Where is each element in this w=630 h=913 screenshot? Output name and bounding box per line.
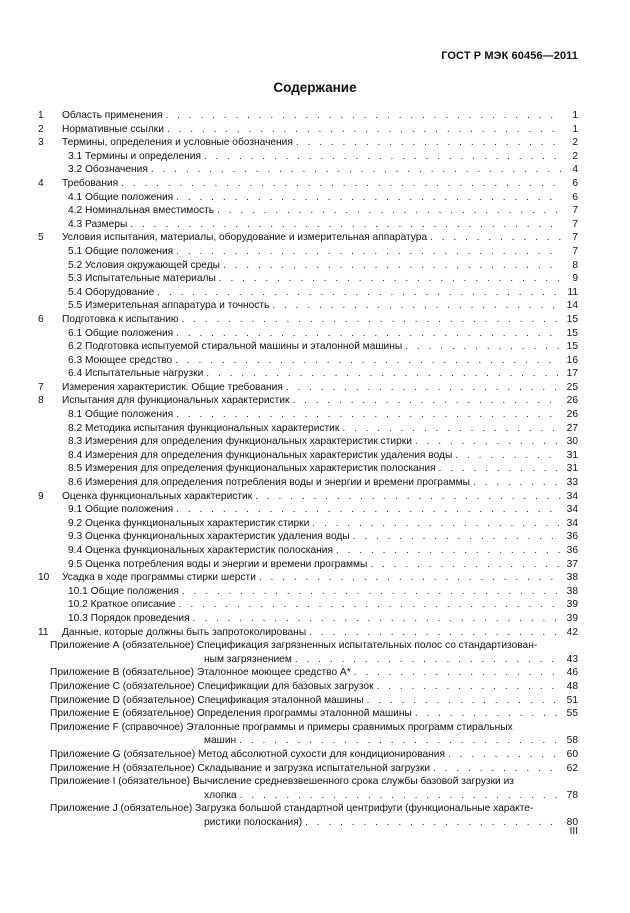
toc-entry-page: 26 — [566, 409, 578, 421]
toc-entry-title: Приложение Н (обязательное) Складывание и загрузка испытательной загрузки — [50, 762, 431, 774]
toc-entry-title: 10.2 Краткое описание — [68, 599, 176, 611]
toc-entry-title: ристики полоскания) — [204, 816, 303, 828]
leader-dots — [433, 762, 561, 776]
toc-entry-page: 38 — [566, 572, 578, 584]
toc-entry — [0, 666, 630, 680]
toc-entry-page: 4 — [572, 164, 578, 176]
document-code-header: ГОСТ Р МЭК 60456—2011 — [441, 50, 578, 62]
toc-entry-page: 34 — [566, 504, 578, 516]
toc-entry — [0, 571, 630, 585]
toc-entry-page: 78 — [566, 789, 578, 801]
toc-entry — [0, 775, 630, 789]
toc-entry-page: 11 — [567, 286, 578, 298]
toc-entry-page: 31 — [566, 449, 578, 461]
toc-entry-title: 8.1 Общие положения — [68, 409, 174, 421]
leader-dots — [255, 490, 561, 504]
leader-dots — [167, 123, 561, 137]
toc-entry-page: 51 — [566, 694, 578, 706]
toc-entry-title: Приложение Е (обязательное) Определения программы эталонной машины — [50, 708, 412, 720]
toc-entry-title: Нормативные ссылки — [62, 123, 164, 135]
toc-entry-title: 6.3 Моющее средство — [68, 354, 173, 366]
toc-entry — [0, 354, 630, 368]
toc-entry-page: 36 — [566, 531, 578, 543]
leader-dots — [473, 476, 561, 490]
leader-dots — [430, 231, 561, 245]
toc-entry-page: 42 — [566, 626, 578, 638]
toc-entry-page: 2 — [572, 150, 578, 162]
leader-dots — [130, 218, 561, 232]
toc-entry-number: 2 — [38, 123, 44, 135]
toc-entry-title: 5.2 Условия окружающей среды — [68, 259, 220, 271]
leader-dots — [415, 435, 561, 449]
toc-entry-page: 33 — [566, 477, 578, 489]
toc-entry-page: 34 — [566, 517, 578, 529]
toc-entry-title: Подготовка к испытанию — [62, 313, 179, 325]
toc-entry — [0, 653, 630, 667]
toc-entry-title: хлопка — [204, 789, 237, 801]
toc-entry-number: 1 — [38, 110, 44, 121]
toc-entry-number: 9 — [38, 490, 44, 502]
leader-dots — [377, 680, 561, 694]
leader-dots — [182, 585, 561, 599]
toc-entry-page: 7 — [572, 232, 578, 244]
toc-entry — [0, 585, 630, 599]
toc-entry-title: 10.3 Порядок проведения — [68, 612, 190, 624]
leader-dots — [353, 530, 561, 544]
toc-entry — [0, 503, 630, 517]
leader-dots — [370, 558, 561, 572]
toc-entry — [0, 327, 630, 341]
page-number: III — [569, 826, 578, 837]
toc-entry-page: 25 — [566, 381, 578, 393]
toc-entry — [0, 259, 630, 273]
toc-entry-title: 8.6 Измерения для определения потребления воды и энергии и времени программы — [68, 477, 470, 489]
toc-entry — [0, 435, 630, 449]
leader-dots — [367, 694, 561, 708]
leader-dots — [176, 503, 561, 517]
toc-entry — [0, 462, 630, 476]
toc-entry-title: 3.2 Обозначения — [68, 164, 148, 176]
toc-entry-page: 26 — [566, 395, 578, 407]
toc-entry — [0, 136, 630, 150]
toc-entry — [0, 408, 630, 422]
toc-entry-number: 10 — [38, 572, 50, 584]
toc-entry — [0, 544, 630, 558]
toc-entry-title: 6.4 Испытательные нагрузки — [68, 368, 204, 380]
toc-entry-title: Приложение F (справочное) Эталонные программы и примеры сравнимых программ стиральных — [50, 721, 513, 733]
toc-entry — [0, 381, 630, 395]
toc-entry — [0, 150, 630, 164]
toc-entry-page: 39 — [566, 599, 578, 611]
toc-entry-page: 6 — [572, 177, 578, 189]
toc-entry — [0, 802, 630, 816]
toc-entry-page: 48 — [566, 680, 578, 692]
toc-entry-number: 5 — [38, 232, 44, 244]
toc-entry — [0, 109, 630, 123]
toc-entry-title: Приложение G (обязательное) Метод абсолютной сухости для кондиционирования — [50, 748, 446, 760]
toc-entry-title: Приложение А (обязательное) Спецификация загрязненных испытательных полос со стандартизован- — [50, 640, 538, 652]
toc-entry — [0, 490, 630, 504]
toc-entry-title: Требования — [62, 177, 119, 189]
leader-dots — [240, 789, 561, 803]
leader-dots — [193, 612, 561, 626]
toc-entry-title: машин — [204, 735, 237, 747]
toc-entry-title: ным загрязнением — [204, 653, 292, 665]
toc-entry-title: 4.2 Номинальная вместимость — [68, 205, 215, 217]
toc-entry — [0, 299, 630, 313]
leader-dots — [405, 340, 561, 354]
leader-dots — [206, 367, 561, 381]
toc-entry-title: Усадка в ходе программы стирки шерсти — [62, 572, 256, 584]
toc-entry — [0, 313, 630, 327]
toc-entry — [0, 721, 630, 735]
toc-entry — [0, 762, 630, 776]
leader-dots — [295, 653, 561, 667]
toc-entry — [0, 680, 630, 694]
leader-dots — [336, 544, 561, 558]
leader-dots — [448, 748, 561, 762]
toc-entry-title: Условия испытания, материалы, оборудование и измерительная аппаратура — [62, 232, 428, 244]
toc-entry-title: 5.1 Общие положения — [68, 245, 174, 257]
leader-dots — [176, 327, 561, 341]
toc-entry-title: 9.1 Общие положения — [68, 504, 174, 516]
leader-dots — [223, 259, 561, 273]
toc-entry-page: 1 — [572, 110, 578, 121]
toc-entry — [0, 707, 630, 721]
toc-entry-title: Оценка функциональных характеристик — [62, 490, 253, 502]
toc-entry-title: Приложение В (обязательное) Эталонное моющее средство А* — [50, 667, 351, 679]
toc-entry-page: 80 — [566, 816, 578, 828]
toc-entry-page: 15 — [566, 327, 578, 339]
leader-dots — [157, 286, 561, 300]
toc-entry-title: Приложение D (обязательное) Спецификация эталонной машины — [50, 694, 364, 706]
toc-entry-title: 9.3 Оценка функциональных характеристик удаления воды — [68, 531, 350, 543]
toc-entry-title: Испытания для функциональных характеристик — [62, 395, 290, 407]
toc-entry-title: 8.5 Измерения для определения функциональных характеристик полоскания — [68, 463, 436, 475]
toc-entry — [0, 272, 630, 286]
toc-entry — [0, 612, 630, 626]
toc-entry — [0, 177, 630, 191]
leader-dots — [292, 394, 561, 408]
toc-entry — [0, 123, 630, 137]
toc-entry-page: 17 — [566, 368, 578, 380]
toc-entry-title: 9.5 Оценка потребления воды и энергии и времени программы — [68, 558, 368, 570]
toc-entry — [0, 245, 630, 259]
toc-entry — [0, 639, 630, 653]
toc-entry-page: 8 — [572, 259, 578, 271]
toc-entry-page: 14 — [566, 300, 578, 312]
toc-entry-page: 16 — [566, 354, 578, 366]
toc-entry-page: 62 — [566, 762, 578, 774]
table-of-contents — [0, 109, 630, 829]
toc-entry — [0, 476, 630, 490]
toc-entry-title: 5.4 Оборудование — [68, 286, 155, 298]
toc-entry-page: 1 — [572, 123, 578, 135]
toc-entry — [0, 231, 630, 245]
leader-dots — [286, 381, 561, 395]
toc-entry-title: 5.5 Измерительная аппаратура и точность — [68, 300, 270, 312]
leader-dots — [296, 136, 561, 150]
leader-dots — [259, 571, 561, 585]
leader-dots — [312, 517, 561, 531]
toc-entry-title: Область применения — [62, 110, 163, 121]
leader-dots — [305, 816, 561, 830]
toc-entry — [0, 598, 630, 612]
leader-dots — [176, 245, 561, 259]
toc-entry-page: 30 — [566, 436, 578, 448]
toc-entry — [0, 816, 630, 830]
toc-entry — [0, 286, 630, 300]
toc-entry — [0, 626, 630, 640]
toc-entry-page: 27 — [566, 422, 578, 434]
toc-entry-title: Данные, которые должны быть запротоколированы — [62, 626, 307, 638]
toc-entry-page: 9 — [572, 273, 578, 285]
toc-entry-page: 39 — [566, 612, 578, 624]
toc-entry — [0, 449, 630, 463]
leader-dots — [176, 191, 561, 205]
toc-entry-title: 6.1 Общие положения — [68, 327, 174, 339]
toc-entry-number: 3 — [38, 137, 44, 149]
leader-dots — [239, 734, 561, 748]
toc-entry-page: 36 — [566, 545, 578, 556]
toc-entry-title: 4.3 Размеры — [68, 218, 128, 230]
leader-dots — [182, 313, 561, 327]
toc-entry-number: 11 — [38, 626, 49, 638]
toc-entry — [0, 789, 630, 803]
toc-entry — [0, 204, 630, 218]
toc-entry-page: 58 — [566, 735, 578, 747]
toc-entry-page: 38 — [566, 585, 578, 597]
leader-dots — [219, 272, 561, 286]
toc-entry — [0, 163, 630, 177]
toc-entry-title: 8.4 Измерения для определения функциональных характеристик удаления воды — [68, 449, 453, 461]
leader-dots — [179, 598, 561, 612]
leader-dots — [175, 354, 561, 368]
toc-entry-title: 8.2 Методика испытания функциональных характеристик — [68, 422, 340, 434]
toc-entry-page: 43 — [566, 653, 578, 665]
leader-dots — [165, 109, 561, 123]
toc-entry — [0, 694, 630, 708]
toc-entry — [0, 218, 630, 232]
toc-entry-page: 7 — [572, 218, 578, 230]
toc-entry-number: 7 — [38, 381, 44, 393]
toc-entry — [0, 422, 630, 436]
toc-entry-title: 9.2 Оценка функциональных характеристик стирки — [68, 517, 310, 529]
leader-dots — [204, 150, 561, 164]
toc-entry-title: Приложение J (обязательное) Загрузка большой стандартной центрифуги (функциональные характе- — [50, 803, 534, 815]
toc-entry-number: 4 — [38, 177, 44, 189]
toc-entry-page: 34 — [566, 490, 578, 502]
toc-entry — [0, 734, 630, 748]
toc-entry-page: 15 — [566, 313, 578, 325]
toc-entry — [0, 517, 630, 531]
page-title: Содержание — [273, 80, 357, 95]
toc-entry-page: 2 — [572, 137, 578, 149]
leader-dots — [342, 422, 561, 436]
toc-entry-title: Термины, определения и условные обозначения — [62, 137, 293, 149]
toc-entry-title: 3.1 Термины и определения — [68, 150, 201, 162]
toc-entry — [0, 367, 630, 381]
leader-dots — [176, 408, 561, 422]
toc-entry-title: 10.1 Общие положения — [68, 585, 179, 597]
toc-entry-page: 7 — [572, 245, 578, 257]
toc-entry-page: 55 — [566, 708, 578, 720]
toc-entry — [0, 530, 630, 544]
toc-entry-number: 6 — [38, 313, 44, 325]
toc-entry-page: 6 — [572, 191, 578, 203]
toc-entry-page: 46 — [566, 667, 578, 679]
toc-entry-title: 6.2 Подготовка испытуемой стиральной машины и эталонной машины — [68, 341, 403, 353]
leader-dots — [415, 707, 561, 721]
leader-dots — [455, 449, 561, 463]
toc-entry — [0, 558, 630, 572]
toc-entry-page: 15 — [566, 341, 578, 353]
leader-dots — [151, 163, 561, 177]
toc-entry-title: 5.3 Испытательные материалы — [68, 273, 216, 285]
toc-entry-title: 8.3 Измерения для определения функциональных характеристик стирки — [68, 436, 412, 448]
leader-dots — [439, 462, 561, 476]
toc-entry-title: Приложение С (обязательное) Спецификации для базовых загрузок — [50, 680, 374, 692]
toc-entry-title: 4.1 Общие положения — [68, 191, 174, 203]
toc-entry-page: 37 — [566, 558, 578, 570]
toc-entry-page: 60 — [566, 748, 578, 760]
leader-dots — [272, 299, 561, 313]
toc-entry-number: 8 — [38, 395, 44, 407]
toc-entry — [0, 340, 630, 354]
toc-entry-title: Приложение I (обязательное) Вычисление средневзвешенного срока службы базовой загрузки из — [50, 776, 514, 788]
toc-entry-page: 31 — [566, 463, 578, 475]
toc-entry-title: 9.4 Оценка функциональных характеристик полоскания — [68, 545, 333, 556]
toc-entry-page: 7 — [572, 205, 578, 217]
leader-dots — [217, 204, 561, 218]
toc-entry-title: Измерения характеристик. Общие требования — [62, 381, 283, 393]
leader-dots — [354, 666, 561, 680]
leader-dots — [309, 626, 561, 640]
toc-entry — [0, 191, 630, 205]
leader-dots — [121, 177, 561, 191]
toc-entry — [0, 748, 630, 762]
toc-entry — [0, 394, 630, 408]
